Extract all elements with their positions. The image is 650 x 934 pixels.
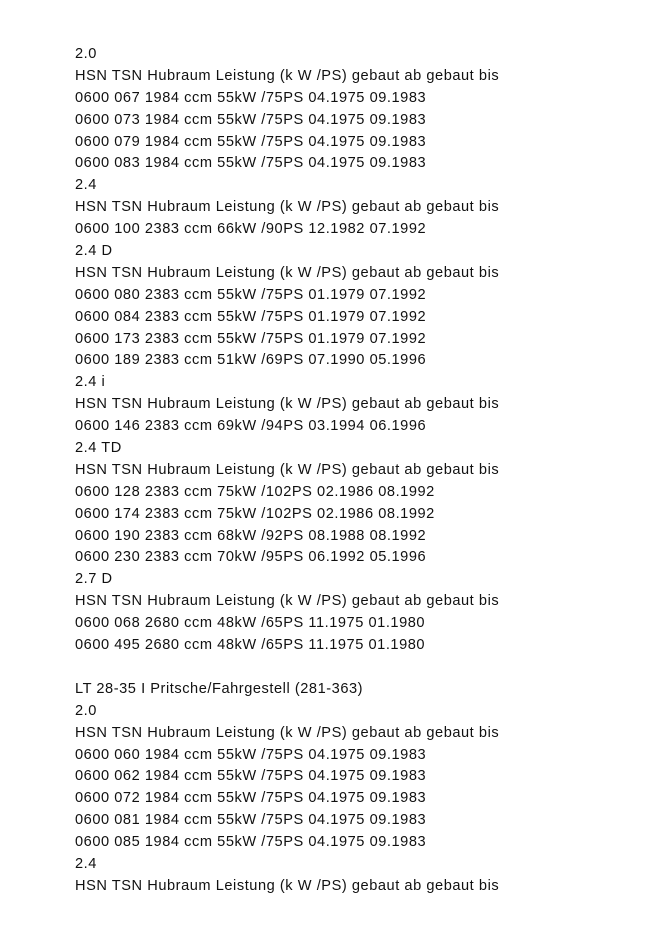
column-header: HSN TSN Hubraum Leistung (k W /PS) gebaut ab gebaut bis	[75, 199, 500, 216]
engine-heading: 2.4	[75, 177, 97, 194]
engine-heading: 2.4 TD	[75, 440, 122, 457]
vehicle-row: 0600 067 1984 ccm 55kW /75PS 04.1975 09.1983	[75, 89, 427, 106]
column-header: HSN TSN Hubraum Leistung (k W /PS) gebaut ab gebaut bis	[75, 724, 500, 741]
vehicle-row: 0600 190 2383 ccm 68kW /92PS 08.1988 08.1992	[75, 527, 427, 544]
vehicle-row: 0600 060 1984 ccm 55kW /75PS 04.1975 09.1983	[75, 746, 427, 763]
vehicle-row: 0600 174 2383 ccm 75kW /102PS 02.1986 08.1992	[75, 505, 435, 522]
engine-heading: 2.4	[75, 855, 97, 872]
vehicle-row: 0600 495 2680 ccm 48kW /65PS 11.1975 01.1980	[75, 637, 426, 654]
model-heading: LT 28-35 I Pritsche/Fahrgestell (281-363)	[75, 680, 364, 697]
column-header: HSN TSN Hubraum Leistung (k W /PS) gebaut ab gebaut bis	[75, 461, 500, 478]
column-header: HSN TSN Hubraum Leistung (k W /PS) gebaut ab gebaut bis	[75, 396, 500, 413]
column-header: HSN TSN Hubraum Leistung (k W /PS) gebaut ab gebaut bis	[75, 877, 500, 894]
vehicle-row: 0600 189 2383 ccm 51kW /69PS 07.1990 05.1996	[75, 352, 427, 369]
vehicle-row: 0600 081 1984 ccm 55kW /75PS 04.1975 09.1983	[75, 812, 427, 829]
blank-line	[75, 657, 635, 679]
column-header: HSN TSN Hubraum Leistung (k W /PS) gebaut ab gebaut bis	[75, 593, 500, 610]
vehicle-row: 0600 062 1984 ccm 55kW /75PS 04.1975 09.1983	[75, 768, 427, 785]
engine-heading: 2.4 i	[75, 374, 106, 391]
vehicle-row: 0600 146 2383 ccm 69kW /94PS 03.1994 06.1996	[75, 418, 427, 435]
vehicle-row: 0600 073 1984 ccm 55kW /75PS 04.1975 09.1983	[75, 111, 427, 128]
column-header: HSN TSN Hubraum Leistung (k W /PS) gebaut ab gebaut bis	[75, 67, 500, 84]
engine-heading: 2.0	[75, 702, 97, 719]
document-page	[75, 44, 635, 898]
vehicle-row: 0600 080 2383 ccm 55kW /75PS 01.1979 07.1992	[75, 286, 427, 303]
vehicle-row: 0600 085 1984 ccm 55kW /75PS 04.1975 09.1983	[75, 834, 427, 851]
vehicle-row: 0600 230 2383 ccm 70kW /95PS 06.1992 05.1996	[75, 549, 427, 566]
vehicle-row: 0600 084 2383 ccm 55kW /75PS 01.1979 07.1992	[75, 308, 427, 325]
engine-heading: 2.4 D	[75, 243, 113, 260]
vehicle-row: 0600 068 2680 ccm 48kW /65PS 11.1975 01.1980	[75, 615, 426, 632]
engine-heading: 2.7 D	[75, 571, 113, 588]
vehicle-row: 0600 173 2383 ccm 55kW /75PS 01.1979 07.1992	[75, 330, 427, 347]
column-header: HSN TSN Hubraum Leistung (k W /PS) gebaut ab gebaut bis	[75, 264, 500, 281]
vehicle-row: 0600 083 1984 ccm 55kW /75PS 04.1975 09.1983	[75, 155, 427, 172]
engine-heading: 2.0	[75, 46, 97, 62]
vehicle-row: 0600 100 2383 ccm 66kW /90PS 12.1982 07.1992	[75, 221, 427, 238]
vehicle-row: 0600 128 2383 ccm 75kW /102PS 02.1986 08.1992	[75, 483, 435, 500]
vehicle-row: 0600 079 1984 ccm 55kW /75PS 04.1975 09.1983	[75, 133, 427, 150]
vehicle-row: 0600 072 1984 ccm 55kW /75PS 04.1975 09.1983	[75, 790, 427, 807]
